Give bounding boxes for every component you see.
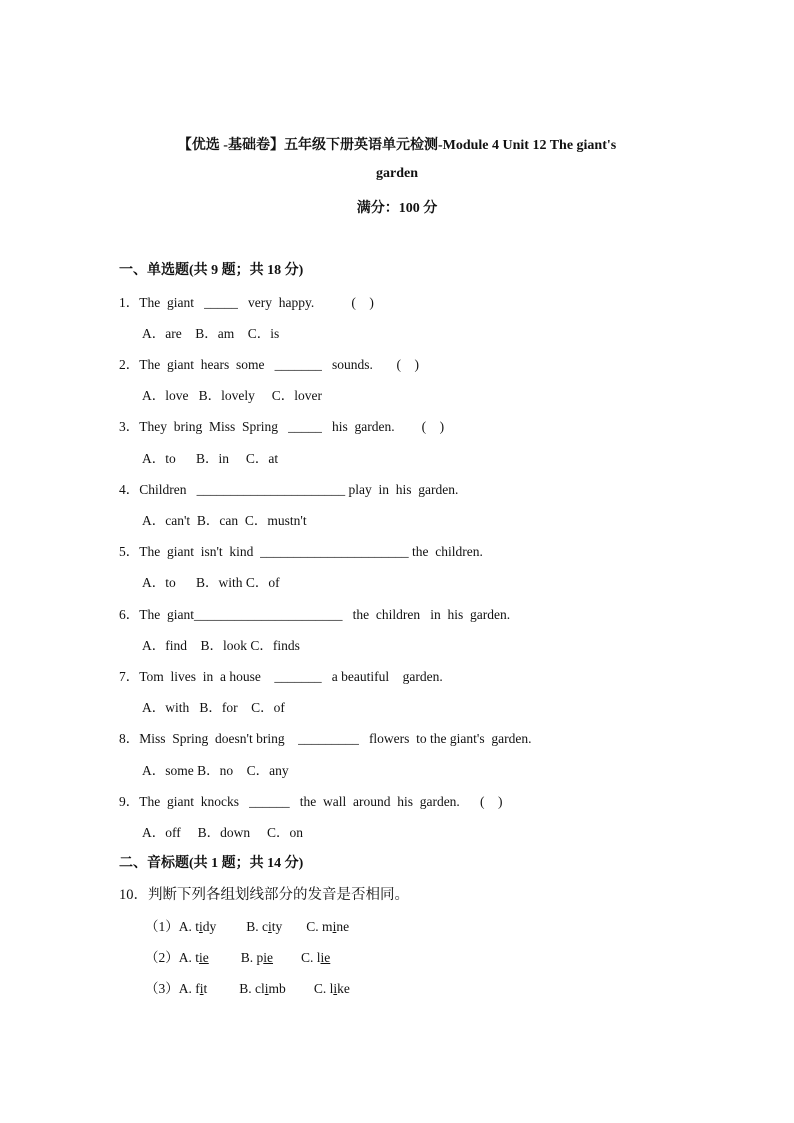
question-4-options: A．can't B．can C．mustn't xyxy=(142,513,307,528)
row-number: （3） xyxy=(145,981,179,996)
option-b: B. climb xyxy=(239,981,286,996)
option-a: A. tie xyxy=(178,950,209,965)
option-b: B. city xyxy=(246,919,283,934)
question-8-options: A．some B．no C．any xyxy=(142,763,289,778)
question-6-options: A．find B．look C．finds xyxy=(142,638,300,653)
question-8: 8．Miss Spring doesn't bring _________ flowers to the giant's garden. xyxy=(119,731,532,746)
section1-heading: 一、单选题(共 9 题；共 18 分) xyxy=(119,263,304,278)
question-3: 3．They bring Miss Spring _____ his garden. ( ) xyxy=(119,419,445,434)
option-b: B. pie xyxy=(240,950,274,965)
row-number: （2） xyxy=(145,950,179,965)
option-a: A. fit xyxy=(178,981,208,996)
question-2: 2．The giant hears some _______ sounds. ( ) xyxy=(119,357,419,372)
phonics-row-1 xyxy=(145,915,349,935)
question-7-options: A．with B．for C．of xyxy=(142,700,285,715)
question-4: 4．Children ______________________ play in his garden. xyxy=(119,482,459,497)
question-1: 1．The giant _____ very happy. ( ) xyxy=(119,295,374,310)
question-9: 9．The giant knocks ______ the wall around his garden. ( ) xyxy=(119,794,503,809)
question-7: 7．Tom lives in a house _______ a beautiful garden. xyxy=(119,669,443,684)
page-title-line2: garden xyxy=(376,166,418,181)
option-c: C. mine xyxy=(306,919,350,934)
question-1-options: A．are B．am C．is xyxy=(142,326,280,341)
phonics-row-2 xyxy=(145,946,330,966)
question-10: 10．判断下列各组划线部分的发音是否相同。 xyxy=(119,887,409,903)
section2-heading: 二、音标题(共 1 题；共 14 分) xyxy=(119,856,304,871)
phonics-row-3 xyxy=(145,977,350,997)
full-score: 满分：100 分 xyxy=(356,201,438,216)
question-9-options: A．off B．down C．on xyxy=(142,825,304,840)
page-title-line1: 【优选 -基础卷】五年级下册英语单元检测-Module 4 Unit 12 The giant's xyxy=(177,138,617,153)
option-c: C. lie xyxy=(301,950,331,965)
question-6: 6．The giant______________________ the children in his garden. xyxy=(119,607,511,622)
row-number: （1） xyxy=(145,919,179,934)
question-5-options: A．to B．with C．of xyxy=(142,575,280,590)
question-5: 5．The giant isn't kind ______________________ the children. xyxy=(119,544,483,559)
question-3-options: A．to B．in C．at xyxy=(142,451,279,466)
question-2-options: A．love B．lovely C．lover xyxy=(142,388,322,403)
option-c: C. like xyxy=(313,981,350,996)
option-a: A. tidy xyxy=(178,919,217,934)
